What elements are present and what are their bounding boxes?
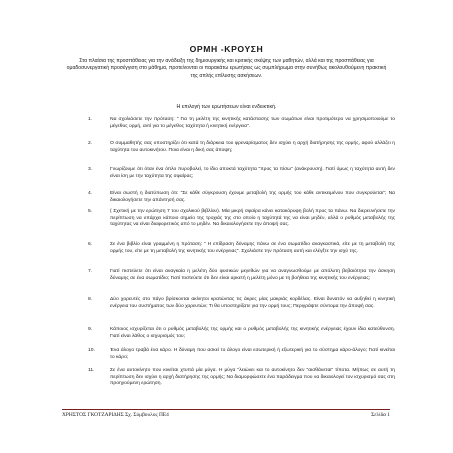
question-text: Γιατί πιστεύετε ότι είναι αναγκαία η μελέτη δύο φυσικών μεγεθών για να αναγνωσθούμε με απόλυτη βεβαιότητα την άσκηση δύναμης σε ένα σωματίδιο; Γιατί πιστεύετε ότι δεν είναι αρκετή η μελέτη μόνο με τη βοήθεια της κινητικής του ενέργειας; [110,269,395,281]
footer-page-number: Σελίδα 1 [371,412,390,418]
footer-author: ΧΡΗΣΤΟΣ ΓΚΟΤΖΑΡΙΔΗΣ Σχ. Σύμβουλος ΠΕ4 [62,412,169,418]
question-text: Σε ένα αυτοκίνητο που κινείται χτυπά μία μύγα. Η μύγα "λειώνει και το αυτοκίνητο δεν "αισθάνεται" τίποτα. Μήπως σε αυτή τη περίπτωση δεν ισχύει η αρχή διατήρησης της ορμής; Να διαμορφώσετε ένα παράδειγμα που να δικαιολογεί τον ισχυρισμό σας στη προηγούμενη ερώτηση. [110,368,395,387]
question-number: 9. [88,327,93,332]
question-number: 4. [88,191,93,196]
question-text: Ένα άλογο τραβά ένα κάρο. Η δύναμη που ασκεί το άλογο είναι εσωτερική ή εξωτερική για το σύστημα κάρο-άλογο; Γιατί κινείται το κάρο; [110,348,395,360]
question-number: 11. [88,368,95,373]
question-text: Σε ένα βιβλίο είναι γραμμένη η πρόταση: " Η επίδραση δύναμης πάνω σε ένα σωματίδιο αναγκαστικά, είτε με τη μεταβολή της ορμής του, είτε με τη μεταβολή της κινητικής του ενέργειας". Σχολιάστε την πρόταση αυτή και ελέγξτε την ισχύ της. [110,242,395,254]
page-title: ΟΡΜΗ -ΚΡΟΥΣΗ [189,44,264,54]
question-number: 1. [88,117,93,122]
question-number: 8. [88,297,93,302]
question-text: Είναι σωστή η διατύπωση ότι: "Σε κάθε σύγκρουση έχουμε μεταβολή της ορμής του κάθε αντικειμένου που συγκρούεται"; Να δικαιολογήσετε την απάντησή σας. [110,191,395,203]
question-number: 10. [88,348,95,353]
question-text: ( Σχετική με την ερώτηση 7 του σχολικού βιβλίου). Μία μικρή σφαίρα κάνει κατακόρυφη βολή προς τα πάνω. Να διερευνήσετε την περίπτωση να υπάρχει κάποιο σημείο της τροχιάς της στο οποίο η ταχύτητά της να είναι μηδέν, αλλά ο ρυθμός μεταβολής της ταχύτητας να είναι διαφορετικός από το μηδέν. Να δικαιολογήσετε την άποψή σας. [110,209,395,228]
selection-note: Η επιλογή των ερωτήσεων είναι ενδεικτική. [176,104,277,110]
question-text: Γνωρίζουμε ότι όταν ένα όπλο πυροβολεί, το ίδιο αποκτά ταχύτητα "προς τα πίσω" (ανάκρουση). Γιατί όμως η ταχύτητα αυτή δεν είναι ίση με την ταχύτητα της σφαίρας; [110,167,395,179]
question-number: 5. [88,209,93,214]
question-number: 3. [88,167,93,172]
intro-paragraph: Στα πλαίσια της προσπάθειας για την ανάδειξη της δημιουργικής και κριτικής σκέψης των μαθητών, αλλά και της προσπάθειας για ομαδοσυνεργατική προσέγγιση στο μάθημα, προτείνονται οι παρακάτω ερωτήσεις ως συμπλήρωμα στην συνήθως ακολουθούμενη πρακτική της απλής επίλυσης ασκήσεων. [66,58,387,79]
question-text: Δύο χορευτές στο πάγο βρίσκονται ακίνητοι κρατώντας τις άκρες μίας μακριάς κορδέλας. Είναι δυνατόν να αυξηθεί η κινητική ενέργεια του συστήματος των δύο χορευτών; Τι θα υποστηρίζατε για την ορμή τους; Περιγράψτε σύντομα την άποψή σας. [110,297,395,309]
question-text: Να σχολιάσετε την πρόταση: " Για τη μελέτη της κινητικής κατάστασης των σωμάτων είναι προτιμότερο να χρησιμοποιούμε το μέγεθος ορμή, αντί για το μέγεθος ταχύτητα ή κινητική ενέργεια". [110,117,395,129]
question-number: 6. [88,242,93,247]
footer-divider [62,409,390,410]
question-text: Ο συμμαθητής σας υποστηρίζει ότι κατά τη διάρκεια του φρεναρίσματος δεν ισχύει η αρχή διατήρησης της ορμής, αφού αλλάζει η ταχύτητα του αυτοκινήτου. Ποια είναι η δική σας άποψη; [110,141,395,153]
question-text: Κάποιος ισχυρίζεται ότι ο ρυθμός μεταβολής της ορμής και ο ρυθμός μεταβολής της κινητικής ενέργειας έχουν ίδια κατεύθυνση. Γιατί είναι λάθος ο ισχυρισμός του; [110,327,395,339]
question-number: 7. [88,269,93,274]
question-number: 2. [88,141,93,146]
